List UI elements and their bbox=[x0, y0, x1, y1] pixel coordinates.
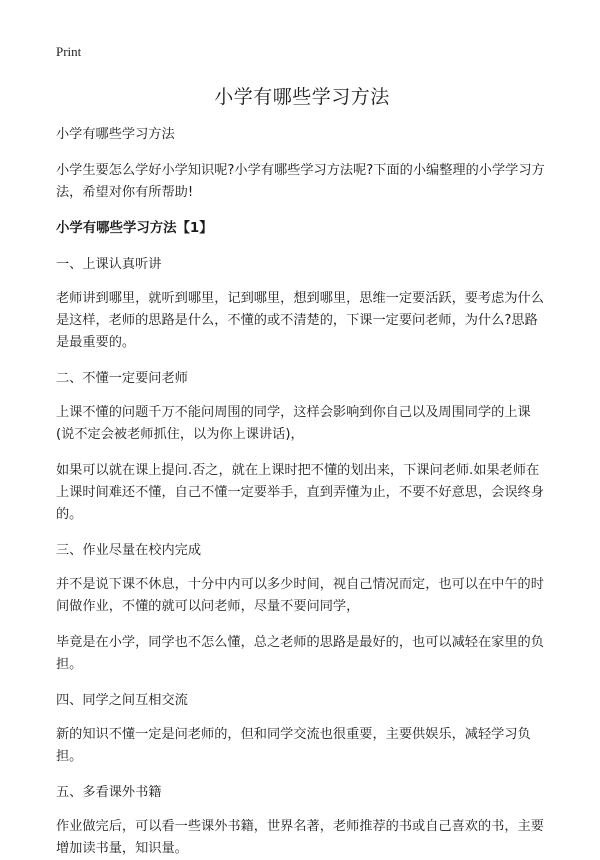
body-paragraph: 上课不懂的问题千万不能问周围的同学，这样会影响到你自己以及周围同学的上课(说不定会被老师抓住，以为你上课讲话)， bbox=[56, 405, 531, 442]
section-heading: 一、上课认真听讲 bbox=[56, 257, 162, 272]
body-paragraph: 作业做完后，可以看一些课外书籍，世界名著，老师推荐的书或自己喜欢的书，主要增加读书量，知识量。 bbox=[56, 819, 544, 856]
body-paragraph: 如果可以就在课上提问.否之，就在上课时把不懂的划出来，下课问老师.如果老师在上课时间难还不懂，自己不懂一定要举手，直到弄懂为止，不要不好意思，会误终身的。 bbox=[56, 463, 544, 522]
body-paragraph: 新的知识不懂一定是问老师的，但和同学交流也很重要，主要供娱乐，减轻学习负担。 bbox=[56, 727, 531, 764]
print-label: Print bbox=[56, 44, 82, 59]
body-paragraph: 毕竟是在小学，同学也不怎么懂，总之老师的思路是最好的，也可以减轻在家里的负担。 bbox=[56, 635, 544, 672]
section-heading: 二、不懂一定要问老师 bbox=[56, 371, 188, 386]
page-title: 小学有哪些学习方法 bbox=[214, 86, 390, 108]
section-heading: 四、同学之间互相交流 bbox=[56, 693, 188, 708]
subtitle: 小学有哪些学习方法 bbox=[56, 127, 175, 142]
section-title: 小学有哪些学习方法【1】 bbox=[56, 221, 213, 236]
section-heading: 五、多看课外书籍 bbox=[56, 785, 162, 800]
body-paragraph: 并不是说下课不休息，十分中内可以多少时间，视自己情况而定，也可以在中午的时间做作业，不懂的就可以问老师，尽量不要问同学， bbox=[56, 577, 544, 614]
section-heading: 三、作业尽量在校内完成 bbox=[56, 543, 202, 558]
intro-paragraph: 小学生要怎么学好小学知识呢?小学有哪些学习方法呢?下面的小编整理的小学学习方法，希望对你有所帮助! bbox=[56, 163, 545, 200]
body-paragraph: 老师讲到哪里，就听到哪里，记到哪里，想到哪里，思维一定要活跃，要考虑为什么是这样，老师的思路是什么，不懂的或不清楚的，下课一定要问老师，为什么?思路是最重要的。 bbox=[56, 291, 544, 350]
